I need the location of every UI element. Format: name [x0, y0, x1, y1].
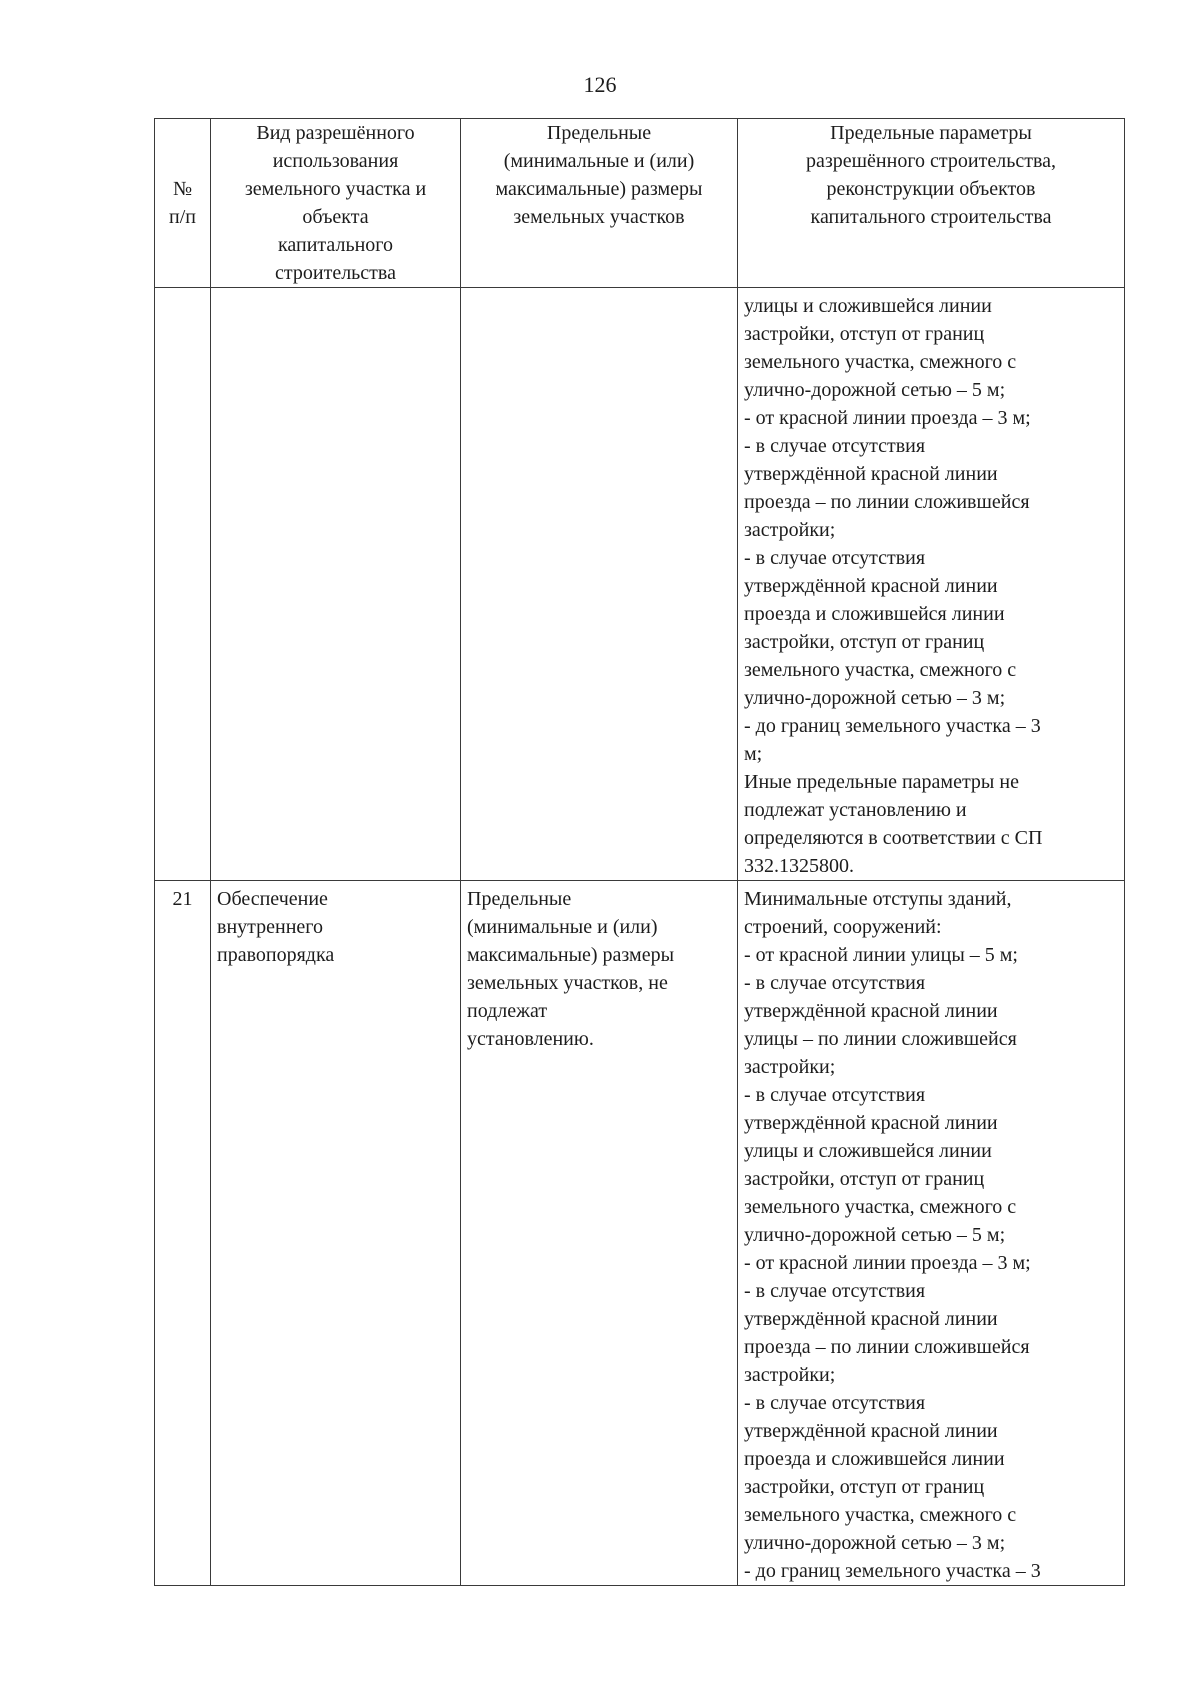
parameter-line: застройки, отступ от границ — [744, 1476, 985, 1498]
parameter-line: определяются в соответствии с СП — [744, 827, 1043, 849]
cell-parameters — [738, 881, 1125, 1586]
parameter-line: - от красной линии улицы – 5 м; — [744, 944, 1018, 966]
parameter-line: - до границ земельного участка – 3 — [744, 715, 1041, 737]
cell-land-use-empty — [211, 288, 461, 881]
parameter-line: проезда и сложившейся линии — [744, 603, 1005, 625]
parameter-line: - в случае отсутствия — [744, 435, 926, 457]
parameter-line: подлежат установлению и — [744, 799, 967, 821]
parameter-line: проезда и сложившейся линии — [744, 1448, 1005, 1470]
parameter-line: проезда – по линии сложившейся — [744, 1336, 1030, 1358]
parameter-line: - в случае отсутствия — [744, 1084, 926, 1106]
parameter-line: застройки, отступ от границ — [744, 1168, 985, 1190]
parameter-line: застройки; — [744, 1364, 836, 1386]
header-parameters: Предельные параметры разрешённого строительства, реконструкции объектов капитального строительства — [738, 119, 1125, 288]
parameter-line: утверждённой красной линии — [744, 1420, 998, 1442]
page-number: 126 — [583, 72, 617, 97]
parameter-line: улицы и сложившейся линии — [744, 295, 992, 317]
parameter-line: застройки; — [744, 1056, 836, 1078]
table-header-row — [155, 119, 1125, 288]
parameter-line: утверждённой красной линии — [744, 575, 998, 597]
parameter-line: утверждённой красной линии — [744, 1000, 998, 1022]
parameter-line: - в случае отсутствия — [744, 1392, 926, 1414]
parameter-line: улицы – по линии сложившейся — [744, 1028, 1017, 1050]
cell-number-empty — [155, 288, 211, 881]
table-row — [155, 288, 1125, 881]
parameter-line: земельного участка, смежного с — [744, 659, 1017, 681]
parameter-line: - в случае отсутствия — [744, 547, 926, 569]
cell-land-use: Обеспечение внутреннего правопорядка — [211, 881, 461, 1586]
header-land-use: Вид разрешённого использования земельного участка и объекта капитального строительства — [211, 119, 461, 288]
cell-plot-sizes-empty — [461, 288, 738, 881]
parameter-line: застройки; — [744, 519, 836, 541]
cell-number: 21 — [155, 881, 211, 1586]
regulations-table — [154, 118, 1125, 1586]
parameter-line: Минимальные отступы зданий, — [744, 888, 1012, 910]
table-row — [155, 881, 1125, 1586]
parameter-line: строений, сооружений: — [744, 916, 942, 938]
parameters-list — [744, 885, 1118, 1585]
parameter-line: улицы и сложившейся линии — [744, 1140, 992, 1162]
parameter-line: - до границ земельного участка – 3 — [744, 1560, 1041, 1582]
parameter-line: 332.1325800. — [744, 855, 854, 877]
parameter-line: застройки, отступ от границ — [744, 323, 985, 345]
header-number: № п/п — [155, 119, 211, 288]
parameter-line: проезда – по линии сложившейся — [744, 491, 1030, 513]
parameter-line: земельного участка, смежного с — [744, 1196, 1017, 1218]
parameter-line: улично-дорожной сетью – 3 м; — [744, 1532, 1006, 1554]
parameter-line: - в случае отсутствия — [744, 972, 926, 994]
parameter-line: застройки, отступ от границ — [744, 631, 985, 653]
parameter-line: улично-дорожной сетью – 3 м; — [744, 687, 1006, 709]
parameters-list — [744, 292, 1118, 880]
cell-plot-sizes: Предельные (минимальные и (или) максимальные) размеры земельных участков, не подлежат установлению. — [461, 881, 738, 1586]
header-plot-sizes: Предельные (минимальные и (или) максимальные) размеры земельных участков — [461, 119, 738, 288]
parameter-line: м; — [744, 743, 763, 765]
parameter-line: улично-дорожной сетью – 5 м; — [744, 379, 1006, 401]
parameter-line: утверждённой красной линии — [744, 1308, 998, 1330]
parameter-line: Иные предельные параметры не — [744, 771, 1019, 793]
parameter-line: утверждённой красной линии — [744, 1112, 998, 1134]
parameter-line: утверждённой красной линии — [744, 463, 998, 485]
parameter-line: земельного участка, смежного с — [744, 351, 1017, 373]
parameter-line: земельного участка, смежного с — [744, 1504, 1017, 1526]
parameter-line: - от красной линии проезда – 3 м; — [744, 407, 1031, 429]
parameter-line: улично-дорожной сетью – 5 м; — [744, 1224, 1006, 1246]
cell-parameters — [738, 288, 1125, 881]
parameter-line: - в случае отсутствия — [744, 1280, 926, 1302]
parameter-line: - от красной линии проезда – 3 м; — [744, 1252, 1031, 1274]
